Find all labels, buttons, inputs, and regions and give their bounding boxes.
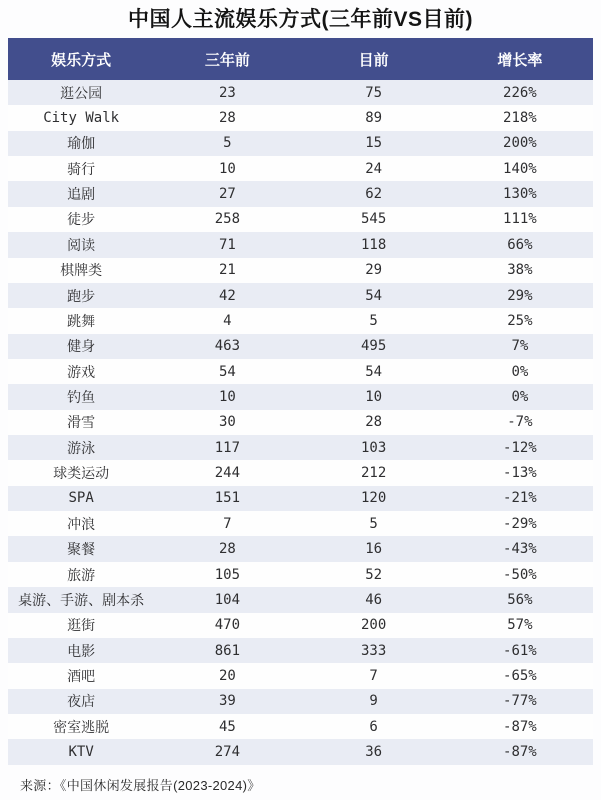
table-row	[8, 638, 593, 663]
cell-currently: 5	[369, 515, 378, 532]
cell-growth-rate: 57%	[507, 617, 533, 634]
cell-currently: 75	[365, 84, 383, 101]
cell-three-years-ago: 39	[218, 693, 236, 710]
cell-entertainment-type: 电影	[67, 643, 96, 660]
cell-three-years-ago: 861	[214, 642, 241, 659]
table-row	[8, 131, 593, 156]
table-row	[8, 232, 593, 257]
cell-three-years-ago: 30	[218, 414, 236, 431]
cell-currently: 10	[365, 388, 383, 405]
cell-growth-rate: -61%	[503, 642, 537, 659]
cell-growth-rate: 0%	[511, 388, 529, 405]
cell-three-years-ago: 28	[218, 110, 236, 127]
table-row	[8, 562, 593, 587]
cell-growth-rate: 29%	[507, 287, 533, 304]
cell-three-years-ago: 117	[214, 439, 241, 456]
cell-entertainment-type: 旅游	[67, 567, 96, 584]
cell-three-years-ago: 54	[218, 363, 236, 380]
cell-three-years-ago: 10	[218, 160, 236, 177]
table-row	[8, 536, 593, 561]
cell-growth-rate: -65%	[503, 667, 537, 684]
cell-entertainment-type: 逛公园	[60, 85, 103, 102]
table-row	[8, 486, 593, 511]
cell-growth-rate: -29%	[503, 515, 537, 532]
header-cell-growth-rate: 增长率	[497, 51, 543, 69]
cell-three-years-ago: 45	[218, 718, 236, 735]
table-row	[8, 410, 593, 435]
table-row	[8, 460, 593, 485]
cell-growth-rate: 25%	[507, 312, 533, 329]
table-row	[8, 283, 593, 308]
cell-three-years-ago: 71	[218, 236, 236, 253]
cell-growth-rate: 7%	[511, 338, 529, 355]
cell-growth-rate: 140%	[503, 160, 537, 177]
cell-entertainment-type: 冲浪	[67, 516, 96, 533]
cell-three-years-ago: 4	[223, 312, 232, 329]
cell-currently: 36	[365, 744, 383, 761]
cell-growth-rate: 130%	[503, 186, 537, 203]
cell-currently: 16	[365, 541, 383, 558]
cell-growth-rate: -7%	[507, 414, 533, 431]
table-row	[8, 80, 593, 105]
cell-entertainment-type: 徒步	[67, 212, 96, 229]
cell-entertainment-type: 球类运动	[53, 466, 110, 483]
cell-currently: 54	[365, 363, 383, 380]
table-row	[8, 663, 593, 688]
cell-three-years-ago: 244	[214, 465, 241, 482]
cell-currently: 118	[360, 236, 387, 253]
cell-currently: 545	[360, 211, 387, 228]
cell-entertainment-type: 跑步	[67, 288, 96, 305]
cell-currently: 200	[360, 617, 387, 634]
cell-growth-rate: -12%	[503, 439, 537, 456]
cell-entertainment-type: 骑行	[67, 161, 96, 178]
cell-three-years-ago: 21	[218, 262, 236, 279]
cell-growth-rate: -87%	[503, 744, 537, 761]
cell-three-years-ago: 7	[223, 515, 232, 532]
table-row	[8, 714, 593, 739]
table-row	[8, 359, 593, 384]
cell-growth-rate: -43%	[503, 541, 537, 558]
cell-growth-rate: -50%	[503, 566, 537, 583]
cell-currently: 89	[365, 110, 383, 127]
cell-three-years-ago: 5	[223, 135, 232, 152]
cell-currently: 120	[360, 490, 387, 507]
cell-currently: 46	[365, 591, 383, 608]
cell-entertainment-type: 健身	[67, 339, 96, 356]
cell-entertainment-type: 阅读	[67, 237, 96, 254]
cell-three-years-ago: 105	[214, 566, 241, 583]
cell-entertainment-type: 密室逃脱	[53, 719, 110, 736]
cell-growth-rate: 56%	[507, 591, 533, 608]
header-cell-three-years-ago: 三年前	[204, 51, 250, 69]
cell-entertainment-type: City Walk	[43, 110, 120, 127]
page-title: 中国人主流娱乐方式(三年前VS目前)	[128, 8, 473, 31]
cell-three-years-ago: 274	[214, 744, 241, 761]
cell-currently: 9	[369, 693, 378, 710]
cell-growth-rate: -13%	[503, 465, 537, 482]
table-row	[8, 258, 593, 283]
cell-growth-rate: 38%	[507, 262, 533, 279]
cell-currently: 62	[365, 186, 383, 203]
cell-entertainment-type: 钓鱼	[67, 389, 96, 406]
cell-entertainment-type: 跳舞	[67, 313, 96, 330]
cell-entertainment-type: 滑雪	[67, 415, 96, 432]
table-header-row	[8, 38, 593, 80]
cell-currently: 24	[365, 160, 383, 177]
table-row	[8, 105, 593, 130]
cell-currently: 5	[369, 312, 378, 329]
cell-growth-rate: -87%	[503, 718, 537, 735]
table-row	[8, 511, 593, 536]
cell-growth-rate: 111%	[503, 211, 537, 228]
cell-growth-rate: 218%	[503, 110, 537, 127]
cell-three-years-ago: 10	[218, 388, 236, 405]
cell-growth-rate: 66%	[507, 236, 533, 253]
header-cell-entertainment-type: 娱乐方式	[51, 51, 112, 69]
cell-growth-rate: 200%	[503, 135, 537, 152]
cell-currently: 15	[365, 135, 383, 152]
table-row	[8, 308, 593, 333]
header-cell-currently: 目前	[358, 51, 389, 69]
table-row	[8, 156, 593, 181]
cell-currently: 333	[360, 642, 387, 659]
cell-currently: 28	[365, 414, 383, 431]
table-row	[8, 435, 593, 460]
cell-currently: 495	[360, 338, 387, 355]
cell-three-years-ago: 104	[214, 591, 241, 608]
cell-currently: 29	[365, 262, 383, 279]
cell-three-years-ago: 463	[214, 338, 241, 355]
cell-three-years-ago: 20	[218, 667, 236, 684]
entertainment-comparison-table	[8, 38, 593, 765]
cell-currently: 52	[365, 566, 383, 583]
table-row	[8, 689, 593, 714]
cell-entertainment-type: KTV	[68, 744, 94, 761]
cell-currently: 7	[369, 667, 378, 684]
cell-three-years-ago: 28	[218, 541, 236, 558]
cell-entertainment-type: 瑜伽	[67, 136, 96, 153]
table-row	[8, 613, 593, 638]
cell-entertainment-type: 酒吧	[67, 668, 96, 685]
table-row	[8, 384, 593, 409]
cell-entertainment-type: 逛街	[67, 618, 96, 635]
cell-currently: 6	[369, 718, 378, 735]
table-row	[8, 181, 593, 206]
table-row	[8, 739, 593, 764]
cell-three-years-ago: 27	[218, 186, 236, 203]
cell-currently: 54	[365, 287, 383, 304]
cell-currently: 103	[360, 439, 387, 456]
cell-entertainment-type: 追剧	[67, 187, 96, 204]
table-row	[8, 334, 593, 359]
source-note: 来源：《中国休闲发展报告(2023-2024)》	[20, 777, 261, 793]
cell-currently: 212	[360, 465, 387, 482]
cell-three-years-ago: 258	[214, 211, 241, 228]
cell-three-years-ago: 23	[218, 84, 236, 101]
cell-growth-rate: 0%	[511, 363, 529, 380]
cell-three-years-ago: 151	[214, 490, 241, 507]
cell-growth-rate: -77%	[503, 693, 537, 710]
cell-three-years-ago: 42	[218, 287, 236, 304]
table-row	[8, 207, 593, 232]
cell-entertainment-type: 游泳	[67, 440, 96, 457]
cell-entertainment-type: 桌游、手游、剧本杀	[18, 592, 145, 609]
cell-entertainment-type: 棋牌类	[60, 263, 103, 280]
cell-growth-rate: -21%	[503, 490, 537, 507]
cell-three-years-ago: 470	[214, 617, 241, 634]
cell-growth-rate: 226%	[503, 84, 537, 101]
table-body	[8, 80, 593, 765]
cell-entertainment-type: 聚餐	[67, 542, 96, 559]
cell-entertainment-type: 夜店	[67, 694, 96, 711]
table-row	[8, 587, 593, 612]
cell-entertainment-type: 游戏	[67, 364, 96, 381]
cell-entertainment-type: SPA	[68, 490, 94, 507]
